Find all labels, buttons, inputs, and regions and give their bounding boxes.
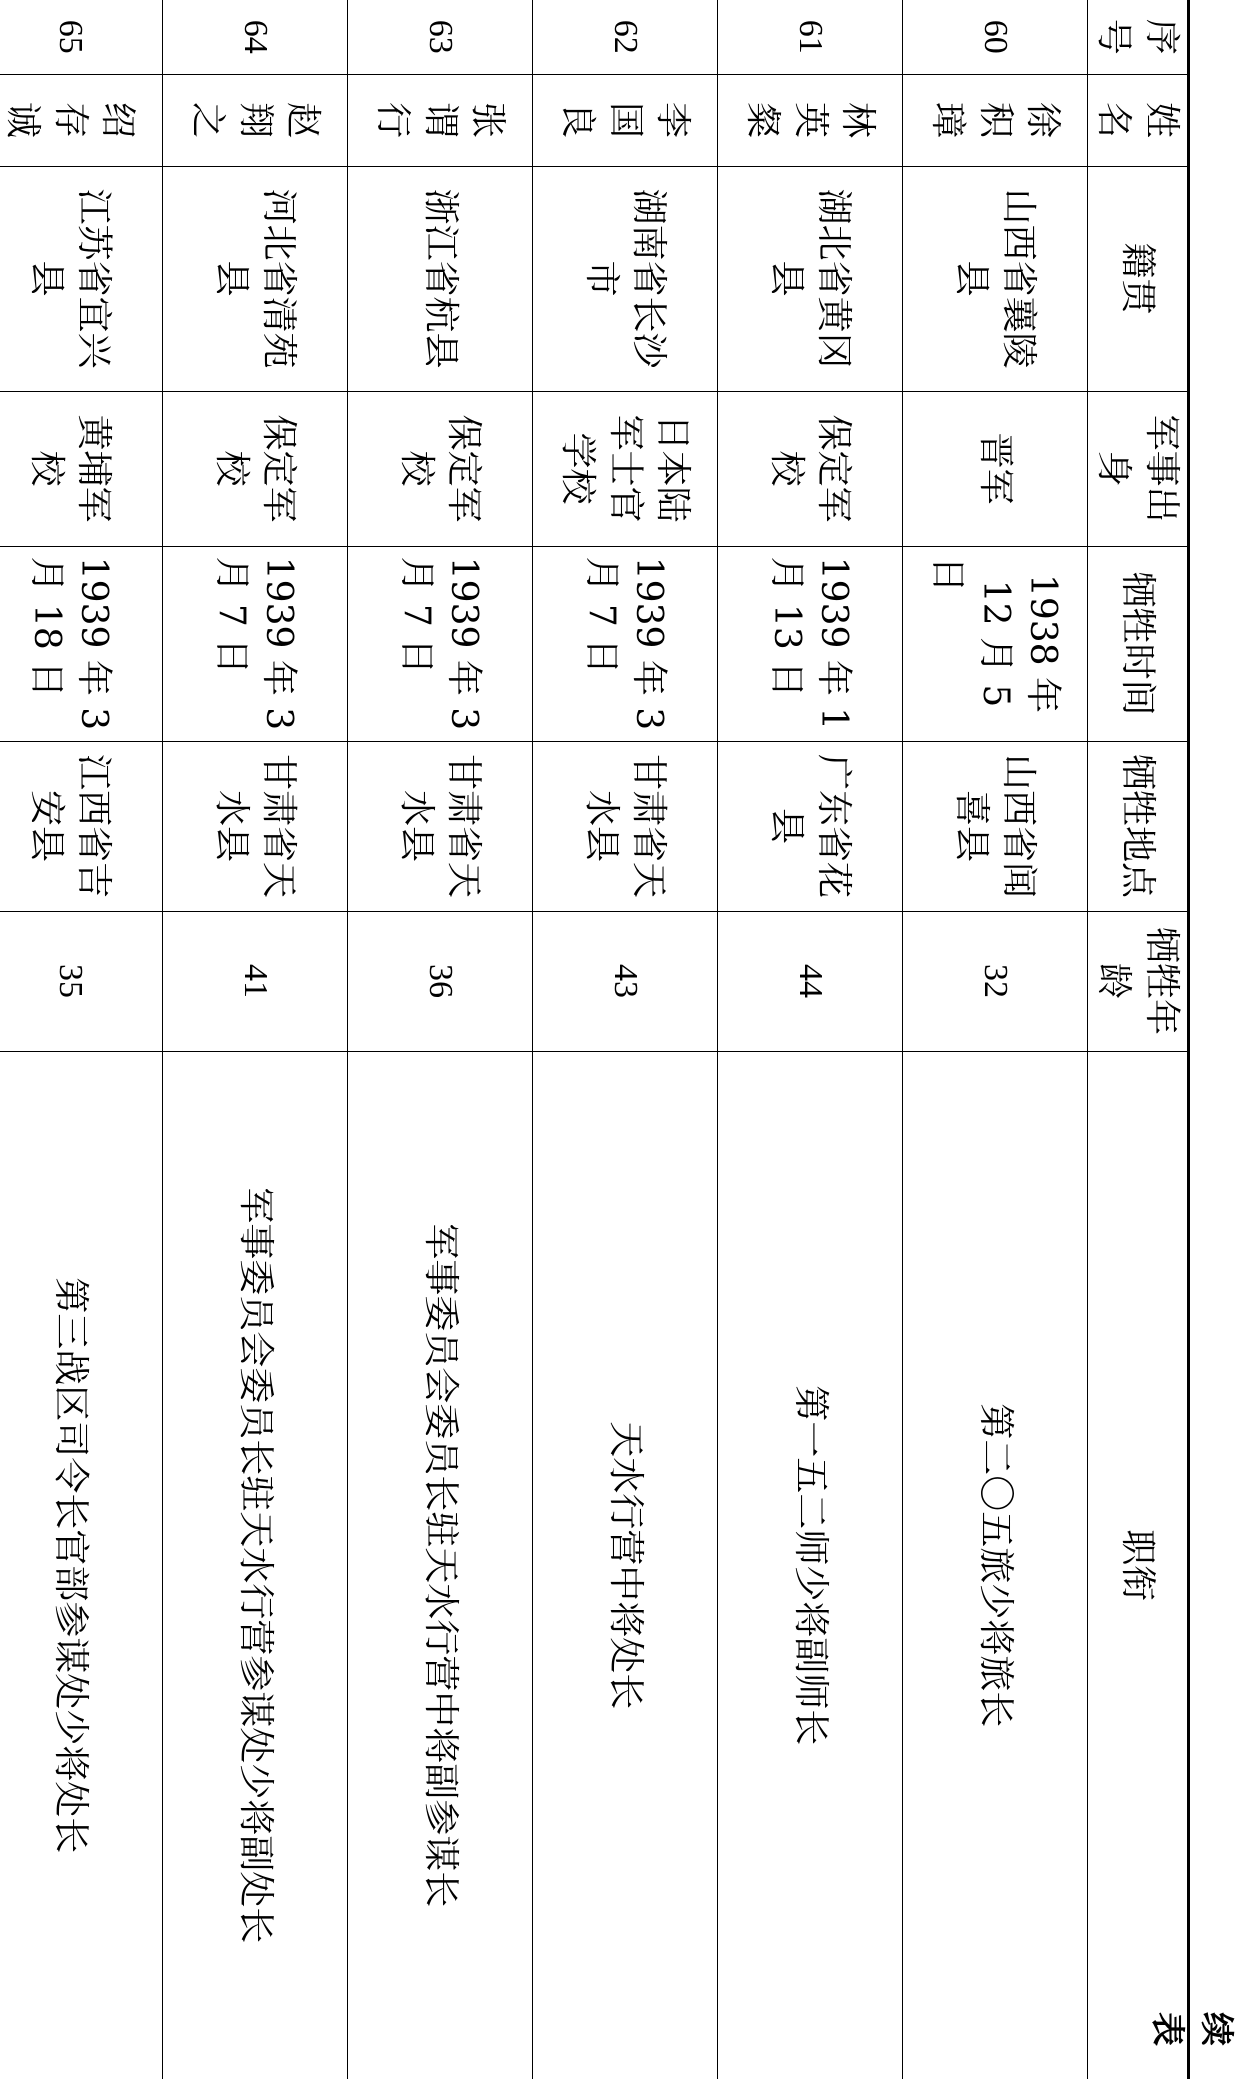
header-title: 职衔 xyxy=(1087,1051,1188,2079)
age-cell: 41 xyxy=(162,911,347,1051)
date-cell: 1939 年 3 月 7 日 xyxy=(347,546,532,741)
title-cell: 第三战区司令长官部参谋处少将处长 xyxy=(0,1051,162,2079)
school-cell: 日本陆军士官学校 xyxy=(532,391,717,546)
date-cell: 1939 年 3 月 7 日 xyxy=(162,546,347,741)
serial-cell: 63 xyxy=(347,0,532,74)
title-cell: 军事委员会委员长驻天水行营参谋处少将副处长 xyxy=(162,1051,347,2079)
age-cell: 35 xyxy=(0,911,162,1051)
date-cell: 1938 年 12 月 5 日 xyxy=(902,546,1087,741)
table-row xyxy=(162,0,347,2079)
origin-cell: 湖南省长沙市 xyxy=(532,166,717,391)
header-military-school: 军事出身 xyxy=(1087,391,1188,546)
origin-cell: 湖北省黄冈县 xyxy=(717,166,902,391)
header-death-date: 牺牲时间 xyxy=(1087,546,1188,741)
title-cell: 天水行营中将处长 xyxy=(532,1051,717,2079)
origin-cell: 江苏省宜兴县 xyxy=(0,166,162,391)
age-cell: 43 xyxy=(532,911,717,1051)
place-cell: 甘肃省天水县 xyxy=(162,741,347,911)
table-row xyxy=(0,0,162,2079)
title-cell: 第一五二师少将副师长 xyxy=(717,1051,902,2079)
name-cell: 赵翔之 xyxy=(162,74,347,166)
age-cell: 44 xyxy=(717,911,902,1051)
place-cell: 山西省闻喜县 xyxy=(902,741,1087,911)
age-cell: 32 xyxy=(902,911,1087,1051)
name-cell: 张谓行 xyxy=(347,74,532,166)
origin-cell: 浙江省杭县 xyxy=(347,166,532,391)
place-cell: 甘肃省天水县 xyxy=(532,741,717,911)
header-origin: 籍贯 xyxy=(1087,166,1188,391)
date-cell: 1939 年 3 月 7 日 xyxy=(532,546,717,741)
school-cell: 保定军校 xyxy=(162,391,347,546)
serial-cell: 65 xyxy=(0,0,162,74)
header-name: 姓名 xyxy=(1087,74,1188,166)
title-cell: 军事委员会委员长驻天水行营中将副参谋长 xyxy=(347,1051,532,2079)
table-row xyxy=(532,0,717,2079)
place-cell: 甘肃省天水县 xyxy=(347,741,532,911)
title-cell: 第二〇五旅少将旅长 xyxy=(902,1051,1087,2079)
serial-cell: 64 xyxy=(162,0,347,74)
place-cell: 江西省吉安县 xyxy=(0,741,162,911)
origin-cell: 河北省清苑县 xyxy=(162,166,347,391)
place-cell: 广东省花县 xyxy=(717,741,902,911)
header-serial: 序号 xyxy=(1087,0,1188,74)
name-cell: 李国良 xyxy=(532,74,717,166)
serial-cell: 60 xyxy=(902,0,1087,74)
name-cell: 绍存诚 xyxy=(0,74,162,166)
name-cell: 林英粲 xyxy=(717,74,902,166)
header-death-place: 牺牲地点 xyxy=(1087,741,1188,911)
table-row xyxy=(347,0,532,2079)
age-cell: 36 xyxy=(347,911,532,1051)
serial-cell: 61 xyxy=(717,0,902,74)
table-row xyxy=(902,0,1087,2079)
table-row xyxy=(717,0,902,2079)
date-cell: 1939 年 3 月 18 日 xyxy=(0,546,162,741)
origin-cell: 山西省襄陵县 xyxy=(902,166,1087,391)
school-cell: 保定军校 xyxy=(717,391,902,546)
table-caption: 续表 xyxy=(1147,2012,1236,2048)
serial-cell: 62 xyxy=(532,0,717,74)
date-cell: 1939 年 1 月 13 日 xyxy=(717,546,902,741)
school-cell: 晋军 xyxy=(902,391,1087,546)
name-cell: 徐积璋 xyxy=(902,74,1087,166)
header-death-age: 牺牲年龄 xyxy=(1087,911,1188,1051)
school-cell: 保定军校 xyxy=(347,391,532,546)
school-cell: 黄埔军校 xyxy=(0,391,162,546)
table-header-row xyxy=(1087,0,1188,2079)
